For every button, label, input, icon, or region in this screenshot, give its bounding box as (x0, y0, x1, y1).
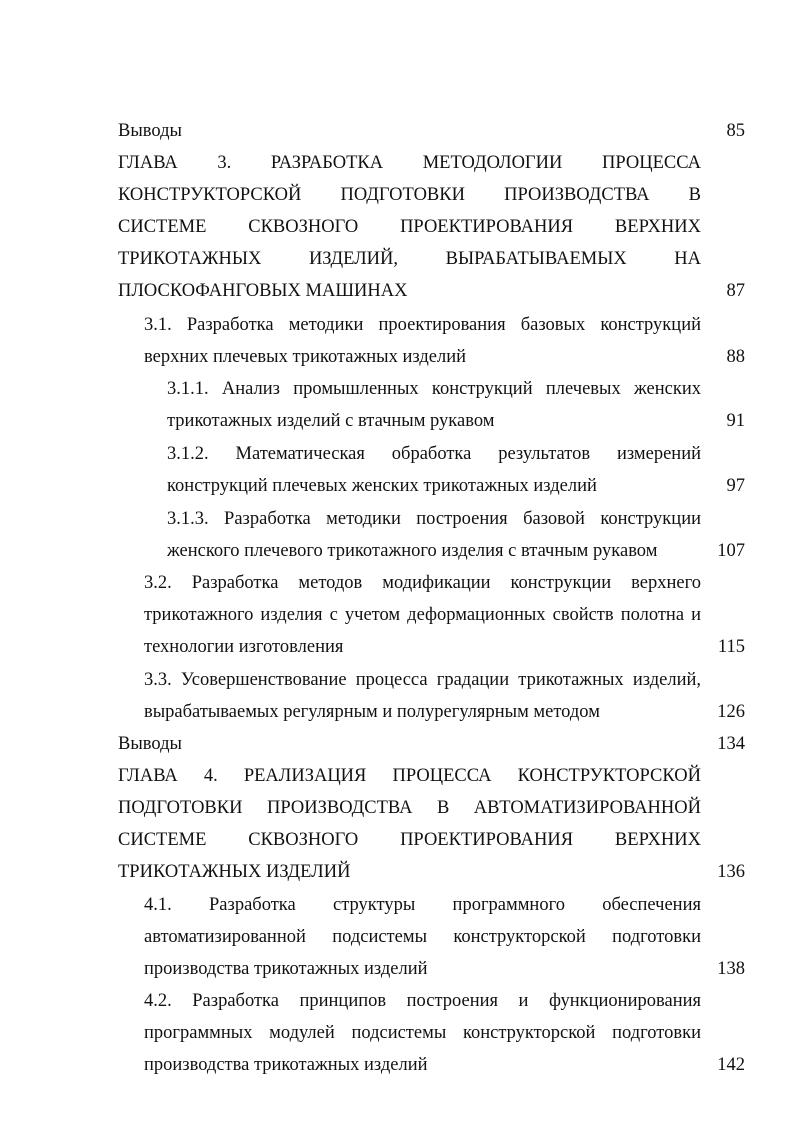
toc-entry-text: технологии изготовления (144, 637, 344, 657)
toc-entry-text: 3.1. Разработка методики проектирования базовых конструкций (144, 315, 701, 335)
toc-entry-text: трикотажных изделий с втачным рукавом (167, 411, 495, 431)
toc-entry-text: автоматизированной подсистемы конструкторской подготовки (144, 927, 701, 947)
toc-entry-text: 3.1.2. Математическая обработка результатов измерений (167, 444, 701, 464)
toc-entry-text: ПЛОСКОФАНГОВЫХ МАШИНАХ (118, 281, 408, 301)
toc-entry-text: КОНСТРУКТОРСКОЙ ПОДГОТОВКИ ПРОИЗВОДСТВА В (118, 185, 701, 205)
toc-entry-text: трикотажного изделия с учетом деформационных свойств полотна и (144, 605, 701, 625)
toc-page-number: 91 (726, 411, 745, 431)
toc-entry-text: программных модулей подсистемы конструкторской подготовки (144, 1023, 701, 1043)
toc-entry-text: верхних плечевых трикотажных изделий (144, 347, 467, 367)
toc-page-number: 134 (717, 734, 745, 754)
toc-entry-text: 4.2. Разработка принципов построения и функционирования (144, 991, 701, 1011)
toc-entry-text: вырабатываемых регулярным и полурегулярным методом (144, 702, 600, 722)
toc-page-number: 87 (726, 281, 745, 301)
toc-page-number: 142 (717, 1055, 745, 1075)
toc-entry-text: СИСТЕМЕ СКВОЗНОГО ПРОЕКТИРОВАНИЯ ВЕРХНИХ (118, 217, 701, 237)
toc-entry-text: производства трикотажных изделий (144, 1055, 428, 1075)
toc-page-number: 138 (717, 959, 745, 979)
toc-entry-text: конструкций плечевых женских трикотажных изделий (167, 476, 597, 496)
toc-entry-text: 3.2. Разработка методов модификации конструкции верхнего (144, 573, 701, 593)
toc-page-number: 115 (717, 637, 745, 657)
toc-page-number: 97 (726, 476, 745, 496)
toc-page-number: 88 (726, 347, 745, 367)
toc-entry-text: производства трикотажных изделий (144, 959, 428, 979)
toc-entry-text: 3.1.1. Анализ промышленных конструкций плечевых женских (167, 379, 701, 399)
toc-entry-text: СИСТЕМЕ СКВОЗНОГО ПРОЕКТИРОВАНИЯ ВЕРХНИХ (118, 830, 701, 850)
toc-entry-text: Выводы (118, 121, 182, 141)
toc-page-number: 107 (717, 541, 745, 561)
toc-page-number: 126 (717, 702, 745, 722)
toc-entry-text: 3.3. Усовершенствование процесса градации трикотажных изделий, (144, 670, 701, 690)
toc-entry-text: Выводы (118, 734, 182, 754)
toc-entry-text: 4.1. Разработка структуры программного обеспечения (144, 895, 701, 915)
toc-entry-text: ГЛАВА 4. РЕАЛИЗАЦИЯ ПРОЦЕССА КОНСТРУКТОРСКОЙ (118, 766, 701, 786)
toc-entry-text: женского плечевого трикотажного изделия с втачным рукавом (167, 541, 658, 561)
toc-entry-text: ТРИКОТАЖНЫХ ИЗДЕЛИЙ (118, 862, 351, 882)
toc-entry-text: ПОДГОТОВКИ ПРОИЗВОДСТВА В АВТОМАТИЗИРОВАННОЙ (118, 798, 701, 818)
toc-entry-text: ТРИКОТАЖНЫХ ИЗДЕЛИЙ, ВЫРАБАТЫВАЕМЫХ НА (118, 249, 701, 269)
toc-page-number: 136 (717, 862, 745, 882)
toc-entry-text: 3.1.3. Разработка методики построения базовой конструкции (167, 509, 701, 529)
toc-page-number: 85 (726, 121, 745, 141)
toc-entry-text: ГЛАВА 3. РАЗРАБОТКА МЕТОДОЛОГИИ ПРОЦЕССА (118, 153, 701, 173)
